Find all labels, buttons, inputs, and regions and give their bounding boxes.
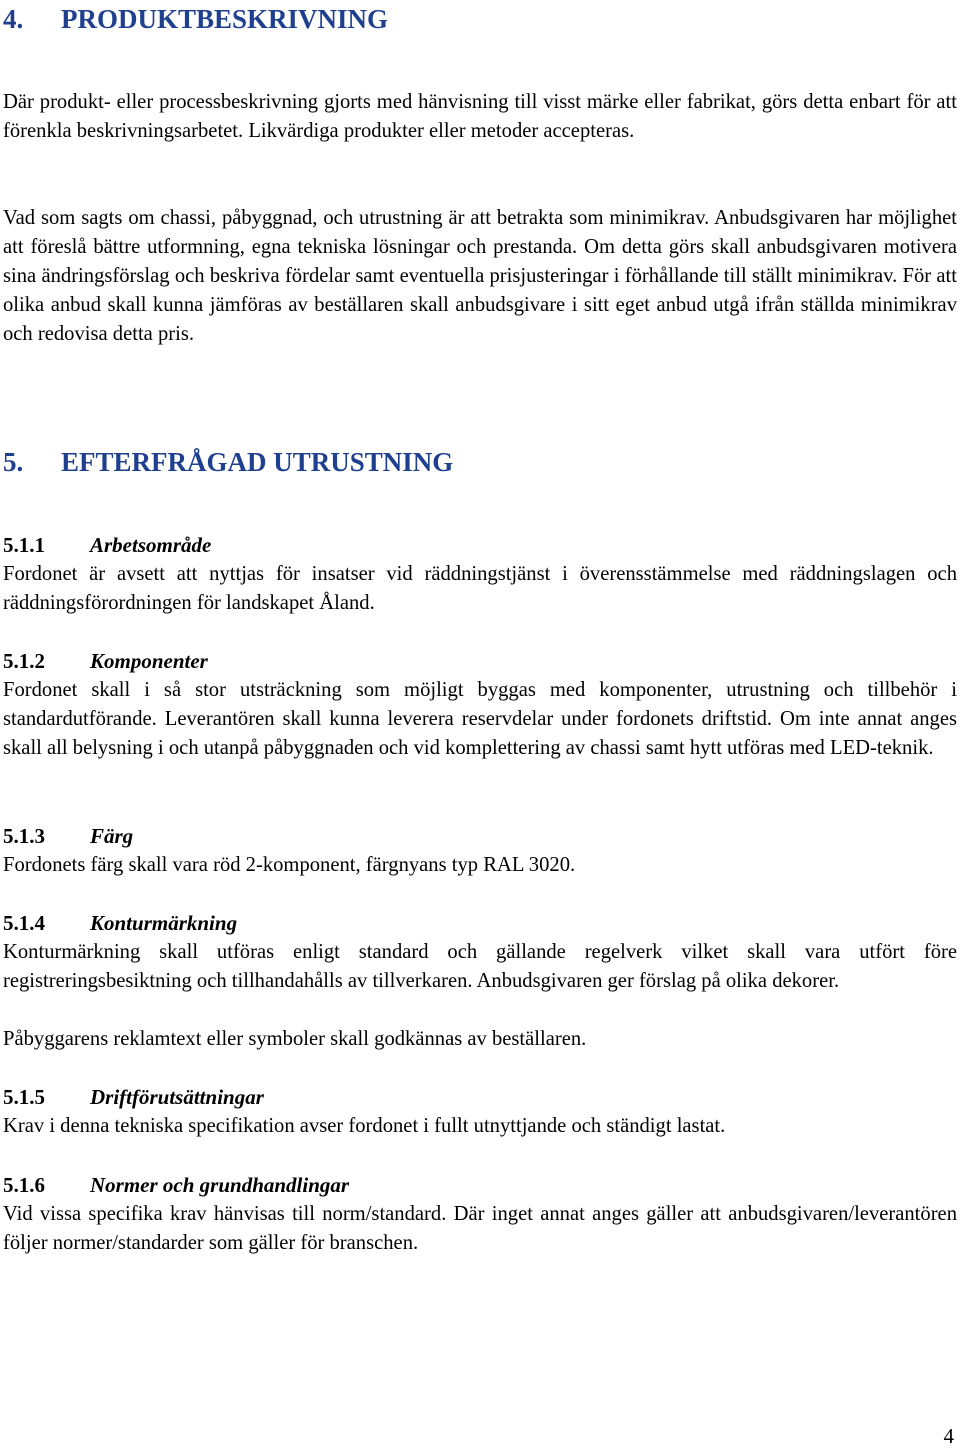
section-5-number: 5.: [3, 447, 24, 477]
section-5-heading: [3, 445, 453, 479]
subsection-heading-5-1-2: [3, 647, 208, 676]
section-4-number: 4.: [3, 4, 24, 34]
subsection-number: 5.1.5: [3, 1085, 45, 1109]
section-4-title: PRODUKTBESKRIVNING: [61, 4, 389, 34]
subsection-number: 5.1.1: [3, 533, 45, 557]
subsection-text-5-1-4: Konturmärkning skall utföras enligt standard och gällande regelverk vilket skall vara utfört före registreringsbesiktning och tillhandahålls av tillverkaren. Anbudsgivaren ger förslag på olika dekorer.: [3, 941, 957, 992]
page-number: 4: [943, 1424, 954, 1448]
subsection-heading-5-1-6: [3, 1171, 349, 1200]
subsection-title: Arbetsområde: [90, 533, 212, 557]
subsection-heading-5-1-3: [3, 822, 133, 851]
subsection-title: Driftförutsättningar: [90, 1085, 264, 1109]
subsection-title: Färg: [90, 824, 134, 848]
subsection-text-5-1-1: Fordonet är avsett att nyttjas för insatser vid räddningstjänst i överensstämmelse med räddningslagen och räddningsförordningen för landskapet Åland.: [3, 563, 957, 614]
subsection-number: 5.1.6: [3, 1173, 45, 1197]
section-4-heading: [3, 2, 388, 36]
subsection-text-5-1-5: Krav i denna tekniska specifikation avser fordonet i fullt utnyttjande och ständigt lastat.: [3, 1115, 726, 1137]
section-5-title: EFTERFRÅGAD UTRUSTNING: [61, 447, 454, 477]
section-4-paragraph-1: Där produkt- eller processbeskrivning gjorts med hänvisning till visst märke eller fabrikat, görs detta enbart för att förenkla beskrivningsarbetet. Likvärdiga produkter eller metoder accepteras.: [3, 91, 957, 142]
subsection-number: 5.1.2: [3, 649, 45, 673]
section-4-paragraph-2: Vad som sagts om chassi, påbyggnad, och utrustning är att betrakta som minimikrav. Anbudsgivaren har möjlighet att föreslå bättre utformning, egna tekniska lösningar och prestanda. Om detta görs skall anbudsgivaren motivera sina ändringsförslag och beskriva fördelar samt eventuella prisjusteringar i förhållande till ställt minimikrav. För att olika anbud skall kunna jämföras av beställaren skall anbudsgivare i sitt eget anbud utgå ifrån ställda minimikrav och redovisa detta pris.: [3, 207, 957, 345]
subsection-text-5-1-3: Fordonets färg skall vara röd 2-komponent, färgnyans typ RAL 3020.: [3, 854, 576, 876]
subsection-text-5-1-4-b: Påbyggarens reklamtext eller symboler skall godkännas av beställaren.: [3, 1028, 587, 1050]
subsection-heading-5-1-1: [3, 531, 211, 560]
subsection-title: Komponenter: [90, 649, 208, 673]
subsection-number: 5.1.3: [3, 824, 45, 848]
subsection-heading-5-1-5: [3, 1083, 264, 1112]
subsection-text-5-1-6: Vid vissa specifika krav hänvisas till norm/standard. Där inget annat anges gäller att anbudsgivaren/leverantören följer normer/standarder som gäller för branschen.: [3, 1203, 957, 1254]
subsection-number: 5.1.4: [3, 911, 45, 935]
subsection-heading-5-1-4: [3, 909, 237, 938]
subsection-text-5-1-2: Fordonet skall i så stor utsträckning som möjligt byggas med komponenter, utrustning och tillbehör i standardutförande. Leverantören skall kunna leverera reservdelar under fordonets driftstid. Om inte annat anges skall all belysning i och utanpå påbyggnaden och vid komplettering av chassi samt hytt utföras med LED-teknik.: [3, 679, 957, 759]
subsection-title: Konturmärkning: [90, 911, 238, 935]
subsection-title: Normer och grundhandlingar: [90, 1173, 350, 1197]
